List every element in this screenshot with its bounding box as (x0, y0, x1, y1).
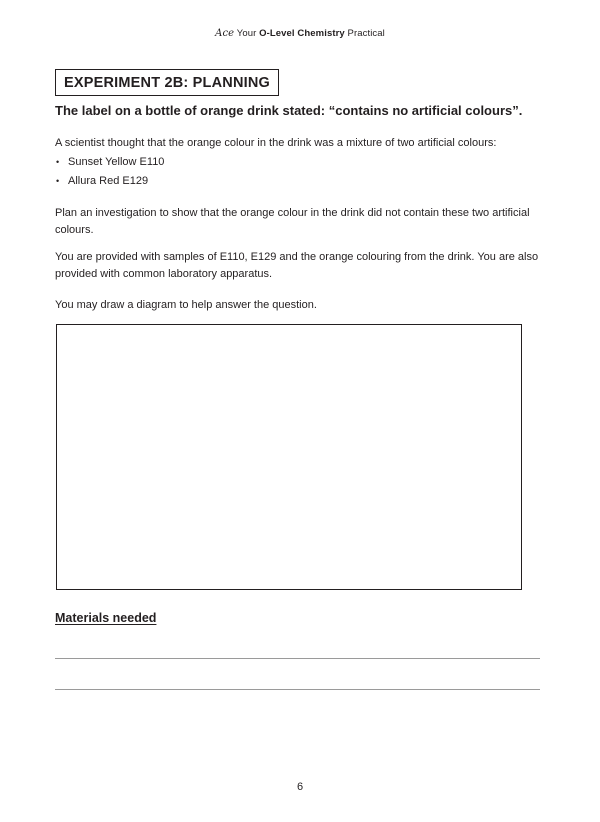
intro-paragraph: A scientist thought that the orange colour in the drink was a mixture of two artificial colours: (55, 137, 497, 149)
experiment-title: EXPERIMENT 2B: PLANNING (55, 69, 279, 96)
diagram-instruction: You may draw a diagram to help answer the question. (55, 299, 317, 311)
plan-paragraph: Plan an investigation to show that the orange colour in the drink did not contain these two artificial colours. (55, 207, 530, 236)
list-item-allura-red: • Allura Red E129 (55, 172, 164, 191)
page-number: 6 (296, 781, 304, 793)
running-header (0, 28, 600, 39)
list-item-sunset-yellow: • Sunset Yellow E110 (55, 153, 164, 172)
materials-heading: Materials needed (55, 611, 157, 625)
lead-statement: The label on a bottle of orange drink stated: “contains no artificial colours”. (55, 103, 523, 118)
header-practical: Practical (347, 28, 385, 39)
answer-line-2[interactable] (55, 689, 540, 690)
diagram-answer-box[interactable] (56, 324, 522, 590)
answer-line-1[interactable] (55, 658, 540, 659)
artificial-colours-list (55, 153, 164, 191)
header-ace: Ace (215, 28, 235, 39)
provided-paragraph: You are provided with samples of E110, E129 and the orange colouring from the drink. You are also provided with common laboratory apparatus. (55, 251, 539, 280)
header-your: Your (236, 28, 257, 39)
header-olevel-chemistry: O-Level Chemistry (259, 28, 345, 39)
